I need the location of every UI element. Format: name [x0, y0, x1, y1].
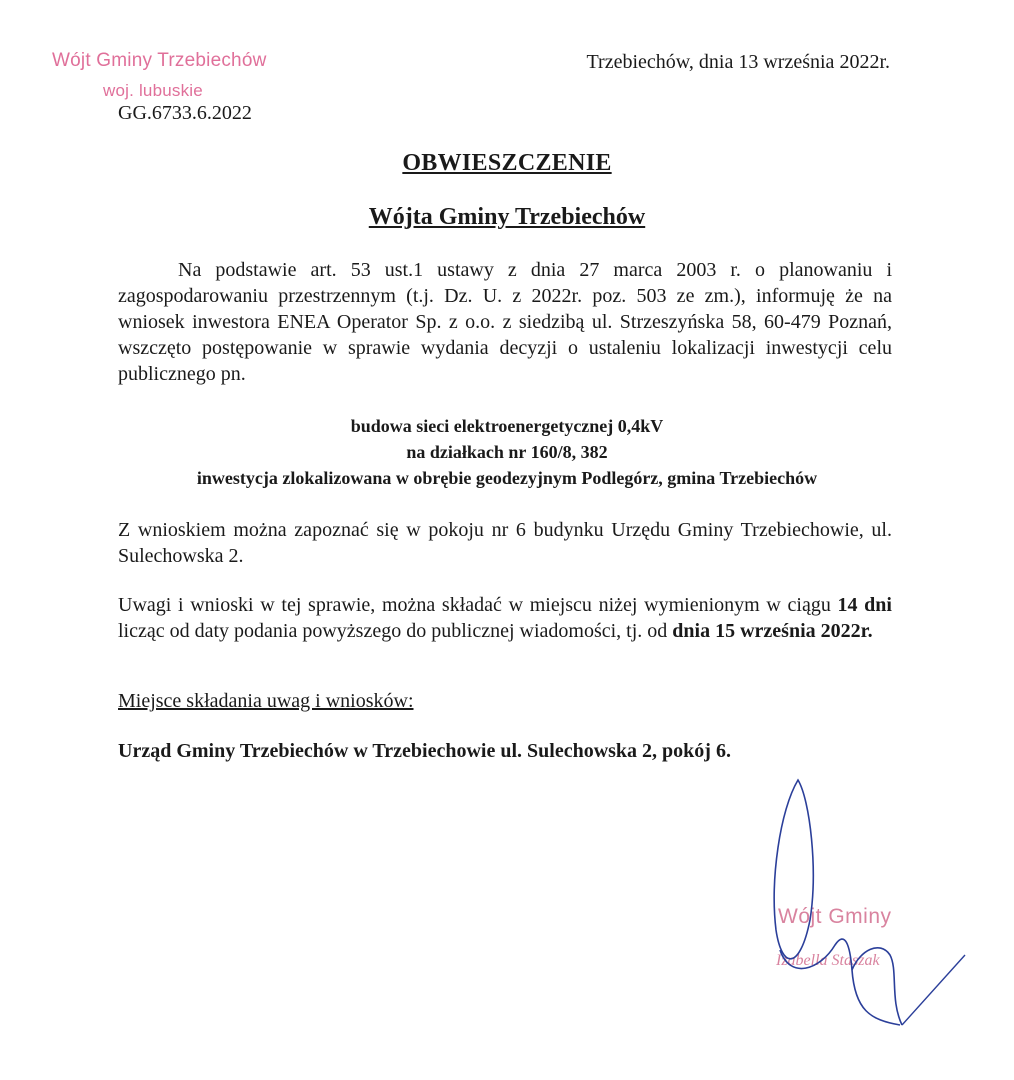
- paragraph-remarks: [118, 592, 892, 644]
- stamp-office: [52, 50, 267, 100]
- remarks-deadline-days: 14 dni: [837, 594, 892, 616]
- paragraph-inspection: Z wnioskiem można zapoznać się w pokoju nr 6 budynku Urzędu Gminy Trzebiechowie, ul. Sulechowska 2.: [118, 519, 892, 567]
- stamp-office-line1: Wójt Gminy Trzebiechów: [52, 50, 267, 71]
- reference-number: GG.6733.6.2022: [118, 102, 252, 124]
- paragraph-legal-basis: Na podstawie art. 53 ust.1 ustawy z dnia 27 marca 2003 r. o planowaniu i zagospodarowaniu przestrzennym (t.j. Dz. U. z 2022r. poz. 503 ze zm.), informuję że na wniosek inwestora ENEA Operator Sp. z o.o. z siedzibą ul. Strzeszyńska 58, 60-479 Poznań, wszczęto postępowanie w sprawie wydania decyzji o ustaleniu lokalizacji inwestycji celu publicznego pn.: [118, 259, 892, 385]
- project-line-1: budowa sieci elektroenergetycznej 0,4kV: [350, 416, 664, 436]
- signature-stamp-title: Wójt Gminy: [778, 905, 892, 928]
- project-line-3: inwestycja zlokalizowana w obrębie geodezyjnym Podlegórz, gmina Trzebiechów: [196, 468, 818, 488]
- stamp-office-line2: woj. lubuskie: [103, 81, 203, 100]
- remarks-start-date: dnia 15 września 2022r.: [672, 620, 873, 642]
- remarks-text-2: licząc od daty podania powyższego do publicznej wiadomości, tj. od: [118, 620, 673, 642]
- place-value: Urząd Gminy Trzebiechów w Trzebiechowie ul. Sulechowska 2, pokój 6.: [118, 740, 731, 762]
- document-subtitle: Wójta Gminy Trzebiechów: [368, 204, 646, 230]
- document-title: OBWIESZCZENIE: [402, 150, 612, 176]
- project-line-2: na działkach nr 160/8, 382: [406, 442, 608, 462]
- project-description: [0, 413, 1014, 491]
- handwritten-signature: [740, 770, 980, 1070]
- place-label: Miejsce składania uwag i wniosków:: [118, 690, 414, 712]
- date-line: Trzebiechów, dnia 13 września 2022r.: [586, 51, 890, 73]
- signature-stamp-name: Izabella Staszak: [776, 952, 880, 969]
- remarks-text-1: Uwagi i wnioski w tej sprawie, można składać w miejscu niżej wymienionym w ciągu: [118, 594, 838, 616]
